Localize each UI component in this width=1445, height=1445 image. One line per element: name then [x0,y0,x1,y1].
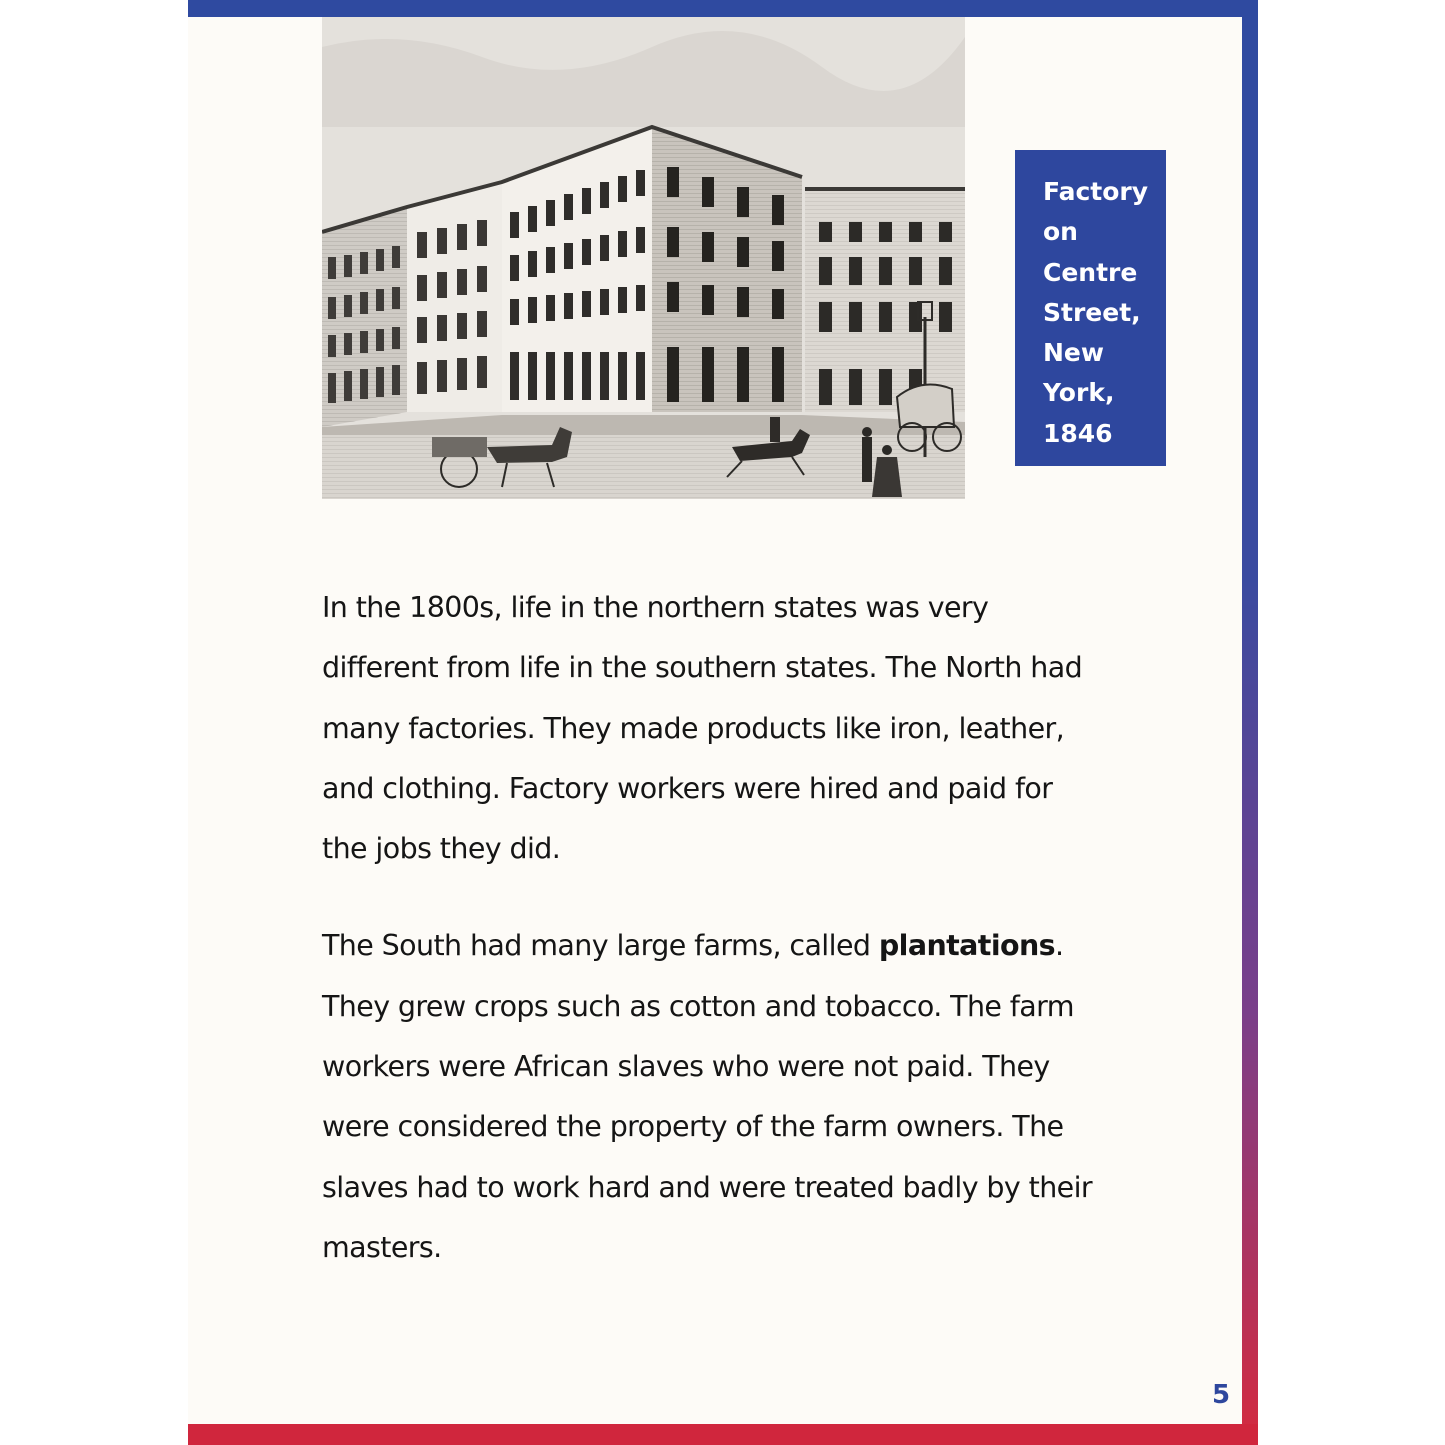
text-line: were considered the property of the farm owners. The [322,1110,1064,1144]
page-number: 5 [1211,1380,1231,1410]
caption-line: 1846 [1043,418,1113,448]
top-border-bar [188,0,1258,17]
image-caption-box [1015,150,1166,466]
caption-line: New [1043,338,1104,368]
paragraph-south [322,916,1152,1278]
text-line: They grew crops such as cotton and tobacco. The farm [322,989,1074,1023]
caption-line: York, [1043,378,1115,408]
text-line: different from life in the southern states. The North had [322,651,1083,685]
text-line [322,916,1152,976]
right-gradient-border [1242,0,1258,1445]
caption-line: Centre [1043,257,1138,287]
text-fragment: . [1055,929,1064,963]
text-line: and clothing. Factory workers were hired and paid for [322,771,1053,805]
caption-line: Street, [1043,297,1141,327]
text-fragment: The South had many large farms, called [322,929,879,963]
text-line: the jobs they did. [322,832,561,866]
text-line: many factories. They made products like iron, leather, [322,711,1065,745]
text-line: workers were African slaves who were not paid. They [322,1050,1050,1084]
body-text [322,578,1152,1278]
caption-line: on [1043,217,1078,247]
paragraph-north [322,578,1152,879]
glossary-term-plantations: plantations [878,929,1056,963]
text-line: In the 1800s, life in the northern states was very [322,591,989,624]
text-line: slaves had to work hard and were treated badly by their [322,1170,1093,1204]
bottom-border-bar [188,1424,1258,1445]
factory-engraving-illustration [322,17,965,499]
caption-line: Factory [1043,177,1149,206]
text-line: masters. [322,1230,442,1264]
